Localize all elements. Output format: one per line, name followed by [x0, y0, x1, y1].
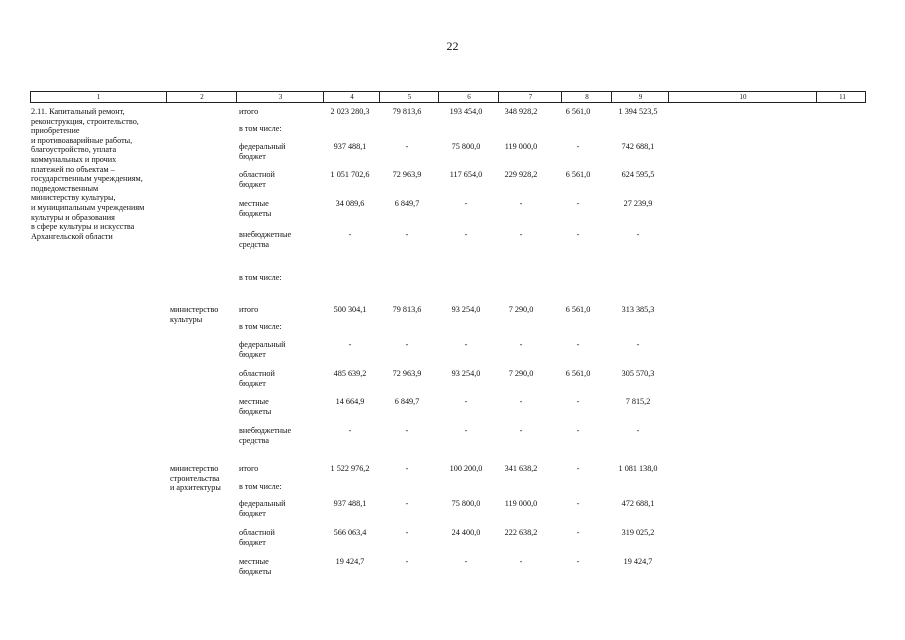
description-line: подведомственным — [31, 183, 99, 193]
value-cell-col6: 93 254,0 — [451, 305, 481, 314]
header-col-2: 2 — [166, 92, 237, 102]
header-col-6: 6 — [438, 92, 499, 102]
value-cell-col5: - — [405, 464, 409, 473]
value-cell-col8: - — [576, 230, 580, 239]
value-cell-col7: 348 928,2 — [504, 107, 538, 116]
source-label-line: бюджет — [239, 537, 266, 547]
value-cell-col5: 6 849,7 — [394, 397, 420, 406]
source-label-line: областной — [239, 369, 275, 378]
column-number-header — [30, 91, 866, 103]
source-label-line: бюджеты — [239, 566, 272, 576]
header-col-4: 4 — [323, 92, 380, 102]
value-cell-col6: 24 400,0 — [451, 528, 481, 537]
value-cell-col9: 1 394 523,5 — [618, 107, 658, 116]
source-label-line: федеральный — [239, 499, 286, 508]
value-cell-col7: 119 000,0 — [504, 499, 538, 508]
value-cell-col6: 75 800,0 — [451, 142, 481, 151]
source-label-line: бюджеты — [239, 406, 272, 416]
value-cell-col9: 27 239,9 — [623, 199, 653, 208]
value-cell-col6: - — [464, 199, 468, 208]
source-label-line: бюджет — [239, 179, 266, 189]
source-label-line: в том числе: — [239, 124, 282, 133]
value-cell-col6: 93 254,0 — [451, 369, 481, 378]
source-label-line: в том числе: — [239, 482, 282, 491]
value-cell-col8: - — [576, 464, 580, 473]
source-label-line: в том числе: — [239, 273, 282, 282]
value-cell-col9: 7 815,2 — [625, 397, 651, 406]
source-label-obl — [239, 170, 275, 189]
description-line: и муниципальным учреждениям — [31, 202, 145, 212]
source-label-line: в том числе: — [239, 322, 282, 331]
value-cell-col4: - — [348, 340, 352, 349]
value-cell-col9: 742 688,1 — [621, 142, 655, 151]
header-col-7: 7 — [498, 92, 562, 102]
description-line: 2.11. Капитальный ремонт, — [31, 107, 125, 116]
value-cell-col5: 72 963,9 — [392, 369, 422, 378]
value-cell-col9: 313 385,3 — [621, 305, 655, 314]
value-cell-col7: 229 928,2 — [504, 170, 538, 179]
value-cell-col5: - — [405, 230, 409, 239]
executor-line: строительства — [170, 473, 220, 483]
value-cell-col6: - — [464, 340, 468, 349]
value-cell-col8: 6 561,0 — [565, 107, 591, 116]
value-cell-col8: 6 561,0 — [565, 170, 591, 179]
source-label-vneb — [239, 426, 291, 445]
header-col-10: 10 — [668, 92, 817, 102]
executor-line: министерство — [170, 464, 219, 473]
value-cell-col6: - — [464, 557, 468, 566]
value-cell-col5: 79 813,6 — [392, 305, 422, 314]
source-label-line: бюджет — [239, 508, 266, 518]
source-label-in_that — [239, 322, 282, 332]
header-col-3: 3 — [236, 92, 324, 102]
value-cell-col7: - — [519, 230, 523, 239]
source-label-line: итого — [239, 107, 259, 116]
value-cell-col6: 100 200,0 — [449, 464, 483, 473]
source-label-line: местные — [239, 397, 269, 406]
value-cell-col9: - — [636, 426, 640, 435]
value-cell-col4: 1 522 976,2 — [330, 464, 370, 473]
executor-line: культуры — [170, 314, 203, 324]
source-label-line: средства — [239, 435, 270, 445]
description-line: культуры и образования — [31, 212, 115, 222]
value-cell-col7: - — [519, 397, 523, 406]
value-cell-col5: 6 849,7 — [394, 199, 420, 208]
value-cell-col9: 472 688,1 — [621, 499, 655, 508]
source-label-line: федеральный — [239, 340, 286, 349]
page-number: 22 — [446, 39, 459, 53]
value-cell-col7: - — [519, 199, 523, 208]
source-label-in_that — [239, 482, 282, 492]
value-cell-col4: 19 424,7 — [335, 557, 365, 566]
value-cell-col4: 937 488,1 — [333, 142, 367, 151]
header-col-1: 1 — [96, 93, 101, 101]
value-cell-col4: - — [348, 230, 352, 239]
source-label-line: внебюджетные — [239, 230, 292, 239]
description-line: реконструкция, строительство, — [31, 116, 139, 126]
value-cell-col4: 34 089,6 — [335, 199, 365, 208]
value-cell-col8: - — [576, 340, 580, 349]
description-line: в сфере культуры и искусства — [31, 222, 135, 232]
value-cell-col8: - — [576, 142, 580, 151]
responsible-executor — [170, 464, 221, 493]
value-cell-col6: 75 800,0 — [451, 499, 481, 508]
value-cell-col9: 624 595,5 — [621, 170, 655, 179]
source-label-vneb — [239, 230, 291, 249]
source-label-fed — [239, 340, 286, 359]
header-col-11: 11 — [816, 92, 868, 102]
source-label-line: внебюджетные — [239, 426, 292, 435]
value-cell-col8: - — [576, 499, 580, 508]
source-label-line: областной — [239, 528, 275, 537]
description-line: государственным учреждениям, — [31, 174, 143, 184]
value-cell-col8: - — [576, 199, 580, 208]
source-label-in_that — [239, 273, 282, 283]
value-cell-col8: - — [576, 528, 580, 537]
value-cell-col5: - — [405, 557, 409, 566]
header-col-9: 9 — [611, 92, 669, 102]
value-cell-col4: 500 304,1 — [333, 305, 367, 314]
value-cell-col4: - — [348, 426, 352, 435]
source-label-line: федеральный — [239, 142, 286, 151]
value-cell-col8: - — [576, 426, 580, 435]
description-line: приобретение — [31, 126, 80, 136]
value-cell-col6: 193 454,0 — [449, 107, 483, 116]
source-label-obl — [239, 369, 275, 388]
value-cell-col8: 6 561,0 — [565, 369, 591, 378]
value-cell-col4: 14 664,9 — [335, 397, 365, 406]
source-label-line: бюджет — [239, 151, 266, 161]
source-label-itogo — [239, 464, 258, 474]
measure-description — [31, 107, 144, 241]
executor-line: министерство — [170, 305, 219, 314]
responsible-executor — [170, 305, 218, 324]
value-cell-col7: - — [519, 557, 523, 566]
value-cell-col6: 117 654,0 — [449, 170, 483, 179]
value-cell-col5: - — [405, 426, 409, 435]
executor-line: и архитектуры — [170, 483, 221, 492]
value-cell-col7: 119 000,0 — [504, 142, 538, 151]
source-label-itogo — [239, 305, 258, 315]
value-cell-col5: 79 813,6 — [392, 107, 422, 116]
value-cell-col5: - — [405, 499, 409, 508]
source-label-mest — [239, 397, 271, 416]
value-cell-col9: 1 081 138,0 — [618, 464, 658, 473]
source-label-fed — [239, 142, 286, 161]
source-label-obl — [239, 528, 275, 547]
value-cell-col9: 319 025,2 — [621, 528, 655, 537]
source-label-line: бюджет — [239, 349, 266, 359]
header-col-8: 8 — [561, 92, 612, 102]
description-line: коммунальных и прочих — [31, 154, 117, 164]
header-col-5: 5 — [379, 92, 439, 102]
value-cell-col5: - — [405, 528, 409, 537]
description-line: министерству культуры, — [31, 193, 116, 203]
value-cell-col7: - — [519, 340, 523, 349]
source-label-line: средства — [239, 239, 270, 249]
value-cell-col6: - — [464, 230, 468, 239]
value-cell-col6: - — [464, 397, 468, 406]
value-cell-col4: 937 488,1 — [333, 499, 367, 508]
value-cell-col9: - — [636, 340, 640, 349]
value-cell-col5: - — [405, 142, 409, 151]
source-label-line: областной — [239, 170, 275, 179]
value-cell-col6: - — [464, 426, 468, 435]
source-label-line: бюджеты — [239, 208, 272, 218]
value-cell-col5: - — [405, 340, 409, 349]
source-label-line: итого — [239, 464, 259, 473]
description-line: платежей по объектам – — [31, 164, 115, 174]
source-label-line: бюджет — [239, 378, 266, 388]
value-cell-col8: - — [576, 397, 580, 406]
description-line: благоустройство, уплата — [31, 145, 117, 155]
value-cell-col7: 341 638,2 — [504, 464, 538, 473]
description-line: Архангельской области — [31, 231, 113, 241]
value-cell-col4: 2 023 280,3 — [330, 107, 370, 116]
value-cell-col8: - — [576, 557, 580, 566]
value-cell-col7: 222 638,2 — [504, 528, 538, 537]
value-cell-col9: 305 570,3 — [621, 369, 655, 378]
description-line: и противоаварийные работы, — [31, 135, 133, 145]
value-cell-col7: - — [519, 426, 523, 435]
value-cell-col7: 7 290,0 — [508, 305, 534, 314]
source-label-mest — [239, 199, 271, 218]
source-label-in_that — [239, 124, 282, 134]
source-label-line: местные — [239, 199, 269, 208]
value-cell-col4: 1 051 702,6 — [330, 170, 370, 179]
value-cell-col7: 7 290,0 — [508, 369, 534, 378]
value-cell-col9: 19 424,7 — [623, 557, 653, 566]
source-label-fed — [239, 499, 286, 518]
source-label-line: местные — [239, 557, 269, 566]
source-label-mest — [239, 557, 271, 576]
value-cell-col4: 485 639,2 — [333, 369, 367, 378]
value-cell-col9: - — [636, 230, 640, 239]
value-cell-col4: 566 063,4 — [333, 528, 367, 537]
source-label-line: итого — [239, 305, 259, 314]
value-cell-col5: 72 963,9 — [392, 170, 422, 179]
source-label-itogo — [239, 107, 258, 117]
value-cell-col8: 6 561,0 — [565, 305, 591, 314]
